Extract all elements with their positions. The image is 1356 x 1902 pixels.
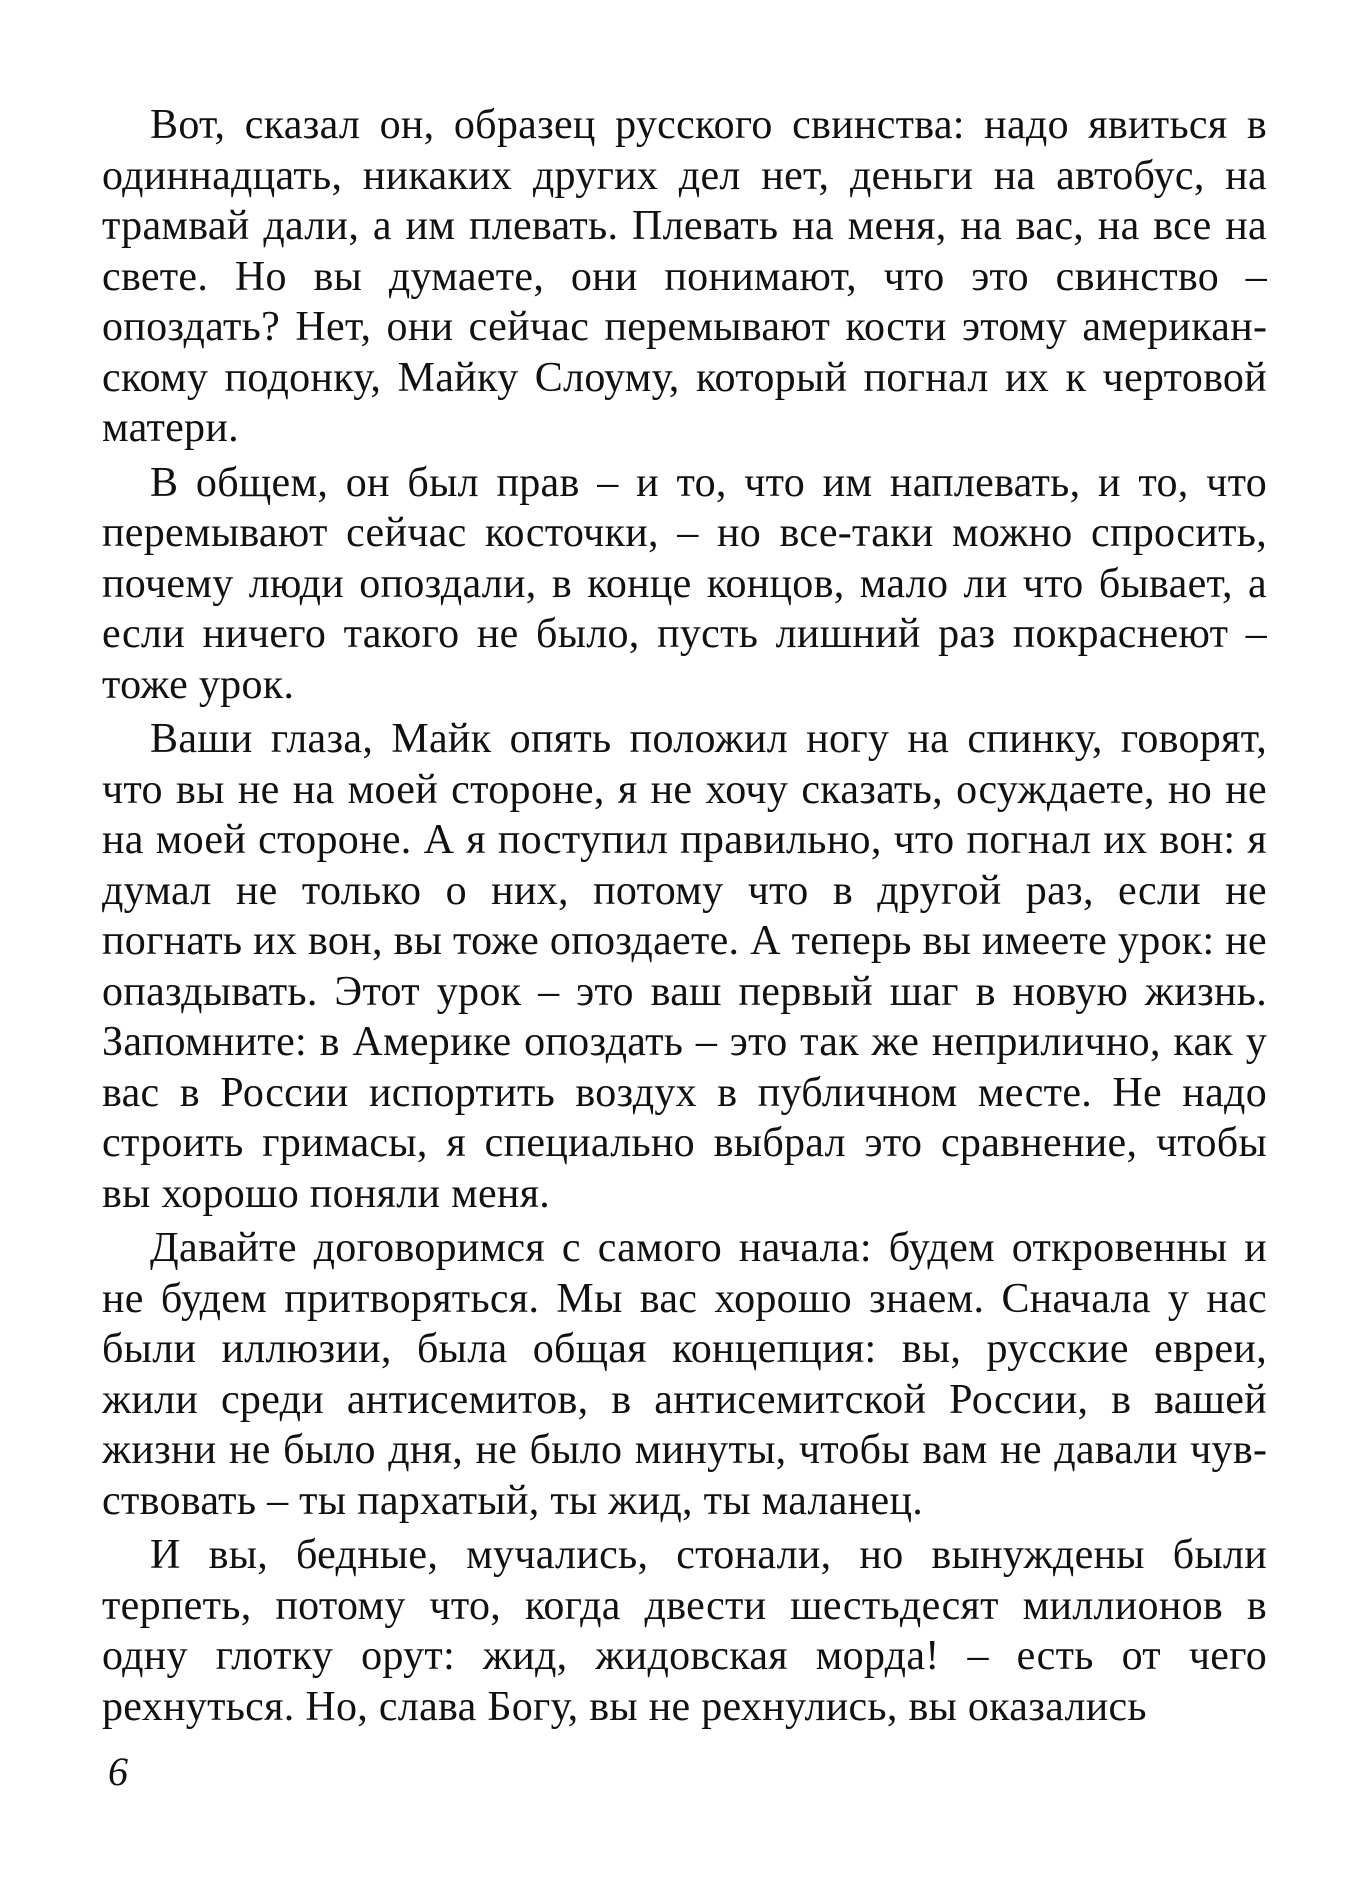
paragraph-3: Ваши глаза, Майк опять положил ногу на спинку, говорят, что вы не на моей стороне, я не хочу сказать, осуждаете, но не на моей стороне. А я поступил правильно, что погнал их вон: я думал не только о них, потому что в другой раз, если не погнать их вон, вы тоже опоздаете. А теперь вы имеете урок: не опаздывать. Этот урок – это ваш первый шаг в новую жизнь. Запомните: в Америке опоздать – это так же неприлично, как у вас в России испортить воздух в публичном месте. Не надо строить гримасы, я специально выбрал это сравнение, чтобы вы хорошо поняли меня.: [102, 716, 1267, 1217]
paragraph-5: И вы, бедные, мучались, стонали, но вынуждены были терпеть, потому что, когда двести шестьдесят миллионов в одну глотку орут: жид, жидовская морда! – есть от чего рехнуться. Но, слава Богу, вы не рехнулись, вы оказались: [102, 1532, 1267, 1730]
paragraph-1: Вот, сказал он, образец русского свинства: надо явиться в одиннадцать, никаких других дел нет, деньги на автобус, на трамвай дали, а им плевать. Плевать на меня, на вас, на все на свете. Но вы думаете, они понимают, что это свинство – опоздать? Нет, они сейчас перемывают кости этому американскому подонку, Майку Слоуму, который погнал их к чертовой матери.: [102, 102, 1267, 451]
paragraph-2: В общем, он был прав – и то, что им наплевать, и то, что перемывают сейчас косточки, – но все-таки можно спросить, почему люди опоздали, в конце концов, мало ли что бывает, а если ничего такого не было, пусть лишний раз покраснеют – тоже урок.: [102, 459, 1267, 708]
page-body: [102, 100, 1267, 1740]
paragraph-4: Давайте договоримся с самого начала: будем откровенны и не будем притворяться. Мы вас хорошо знаем. Сначала у нас были иллюзии, была общая концепция: вы, русские евреи, жили среди антисемитов, в антисемитской России, в вашей жизни не было дня, не было минуты, чтобы вам не давали чувствовать – ты пархатый, ты жид, ты маланец.: [102, 1225, 1267, 1524]
page-number: 6: [108, 1749, 128, 1794]
